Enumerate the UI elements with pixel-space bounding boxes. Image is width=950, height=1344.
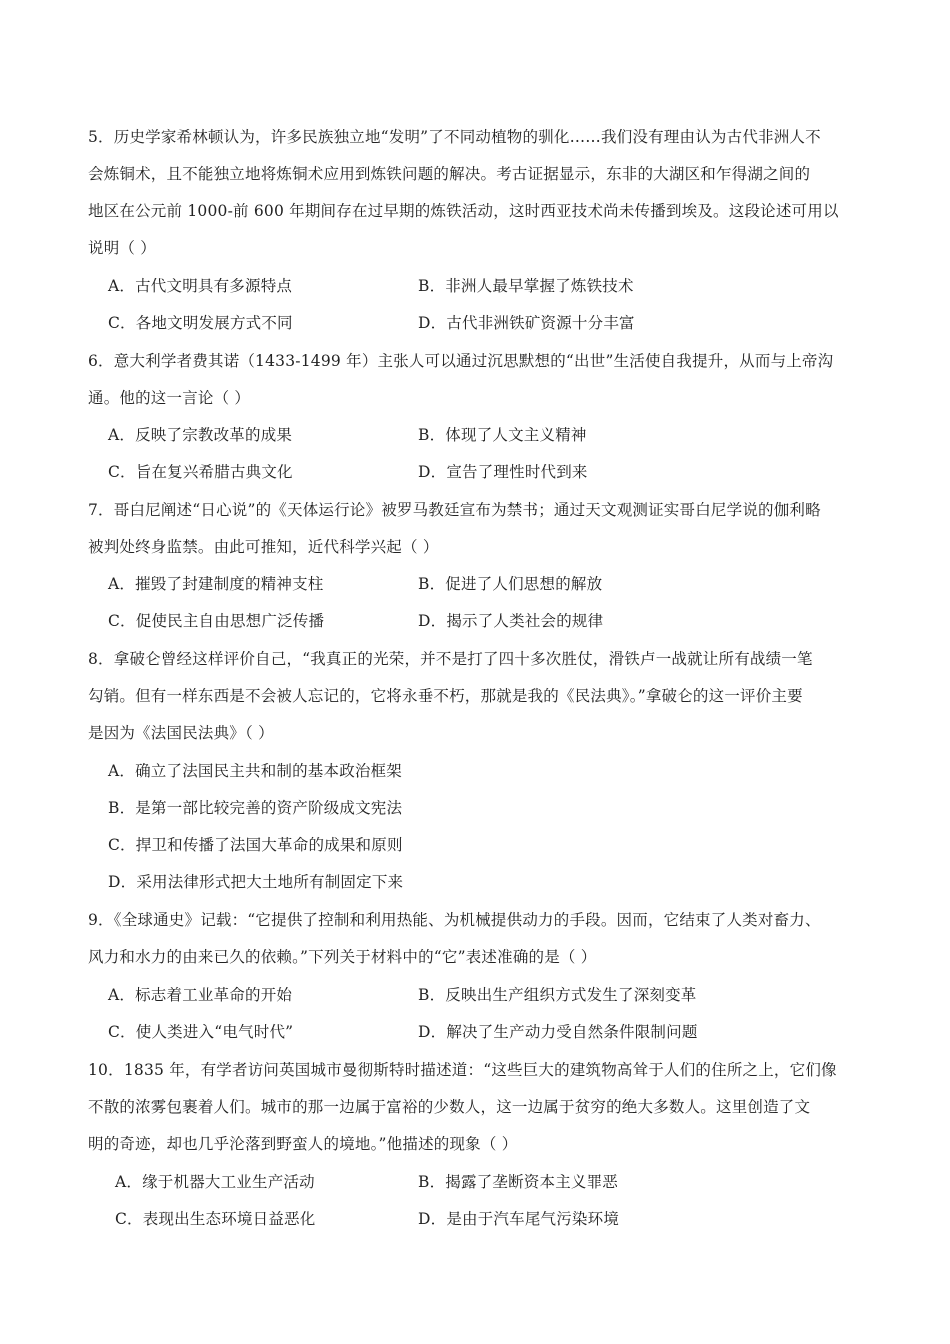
question-6-option-d: D．宣告了理性时代到来 [418,463,588,481]
question-9-option-d: D．解决了生产动力受自然条件限制问题 [418,1023,698,1041]
question-8-line-3: 是因为《法国民法典》（ ） [88,724,274,742]
question-8-option-c: C．捍卫和传播了法国大革命的成果和原则 [108,836,403,854]
question-9-option-c: C．使人类进入“电气时代” [108,1023,294,1041]
question-6-option-b: B．体现了人文主义精神 [418,426,587,444]
question-5-line-4: 说明（ ） [88,239,156,257]
question-9-option-b: B．反映出生产组织方式发生了深刻变革 [418,986,697,1004]
question-6-line-1: 6．意大利学者费其诺（1433-1499 年）主张人可以通过沉思默想的“出世”生活使自我提升，从而与上帝沟 [88,352,834,370]
question-7-option-c: C．促使民主自由思想广泛传播 [108,612,325,630]
question-8-line-2: 勾销。但有一样东西是不会被人忘记的，它将永垂不朽，那就是我的《民法典》。”拿破仑的这一评价主要 [88,687,803,705]
question-8-option-d: D．采用法律形式把大土地所有制固定下来 [108,873,404,891]
question-5-option-a: A．古代文明具有多源特点 [108,277,293,295]
question-6-option-a: A．反映了宗教改革的成果 [108,426,293,444]
question-6-line-2: 通。他的这一言论（ ） [88,389,251,407]
question-8-option-b: B．是第一部比较完善的资产阶级成文宪法 [108,799,403,817]
question-5-line-1: 5．历史学家希林顿认为，许多民族独立地“发明”了不同动植物的驯化……我们没有理由认为古代非洲人不 [88,128,821,146]
question-10-line-1: 10．1835 年，有学者访问英国城市曼彻斯特时描述道：“这些巨大的建筑物高耸于人们的住所之上，它们像 [88,1061,837,1079]
question-5-option-d: D．古代非洲铁矿资源十分丰富 [418,314,635,332]
question-8-option-a: A．确立了法国民主共和制的基本政治框架 [108,762,402,780]
question-10-option-c: C．表现出生态环境日益恶化 [115,1210,316,1228]
question-9-option-a: A．标志着工业革命的开始 [108,986,293,1004]
question-5-line-3: 地区在公元前 1000-前 600 年期间存在过早期的炼铁活动，这时西亚技术尚未传播到埃及。这段论述可用以 [88,202,839,220]
question-7-option-a: A．摧毁了封建制度的精神支柱 [108,575,324,593]
question-10-line-3: 明的奇迹，却也几乎沦落到野蛮人的境地。”他描述的现象（ ） [88,1135,518,1153]
question-10-line-2: 不散的浓雾包裹着人们。城市的那一边属于富裕的少数人，这一边属于贫穷的绝大多数人。这里创造了文 [88,1098,811,1116]
question-9-line-1: 9．《全球通史》记载：“它提供了控制和利用热能、为机械提供动力的手段。因而，它结束了人类对畜力、 [88,911,821,929]
question-7-line-1: 7．哥白尼阐述“日心说”的《天体运行论》被罗马教廷宣布为禁书；通过天文观测证实哥白尼学说的伽利略 [88,501,821,519]
question-10-option-a: A．缘于机器大工业生产活动 [115,1173,315,1191]
question-5-line-2: 会炼铜术，且不能独立地将炼铜术应用到炼铁问题的解决。考古证据显示，东非的大湖区和乍得湖之间的 [88,165,811,183]
question-8-line-1: 8．拿破仑曾经这样评价自己，“我真正的光荣，并不是打了四十多次胜仗，滑铁卢一战就让所有战绩一笔 [88,650,813,668]
question-10-option-b: B．揭露了垄断资本主义罪恶 [418,1173,618,1191]
question-7-option-b: B．促进了人们思想的解放 [418,575,603,593]
question-7-line-2: 被判处终身监禁。由此可推知，近代科学兴起（ ） [88,538,439,556]
question-5-option-b: B．非洲人最早掌握了炼铁技术 [418,277,634,295]
question-5-option-c: C．各地文明发展方式不同 [108,314,293,332]
question-9-line-2: 风力和水力的由来已久的依赖。”下列关于材料中的“它”表述准确的是（ ） [88,948,597,966]
question-6-option-c: C．旨在复兴希腊古典文化 [108,463,293,481]
question-10-option-d: D．是由于汽车尾气污染环境 [418,1210,620,1228]
question-7-option-d: D．揭示了人类社会的规律 [418,612,604,630]
